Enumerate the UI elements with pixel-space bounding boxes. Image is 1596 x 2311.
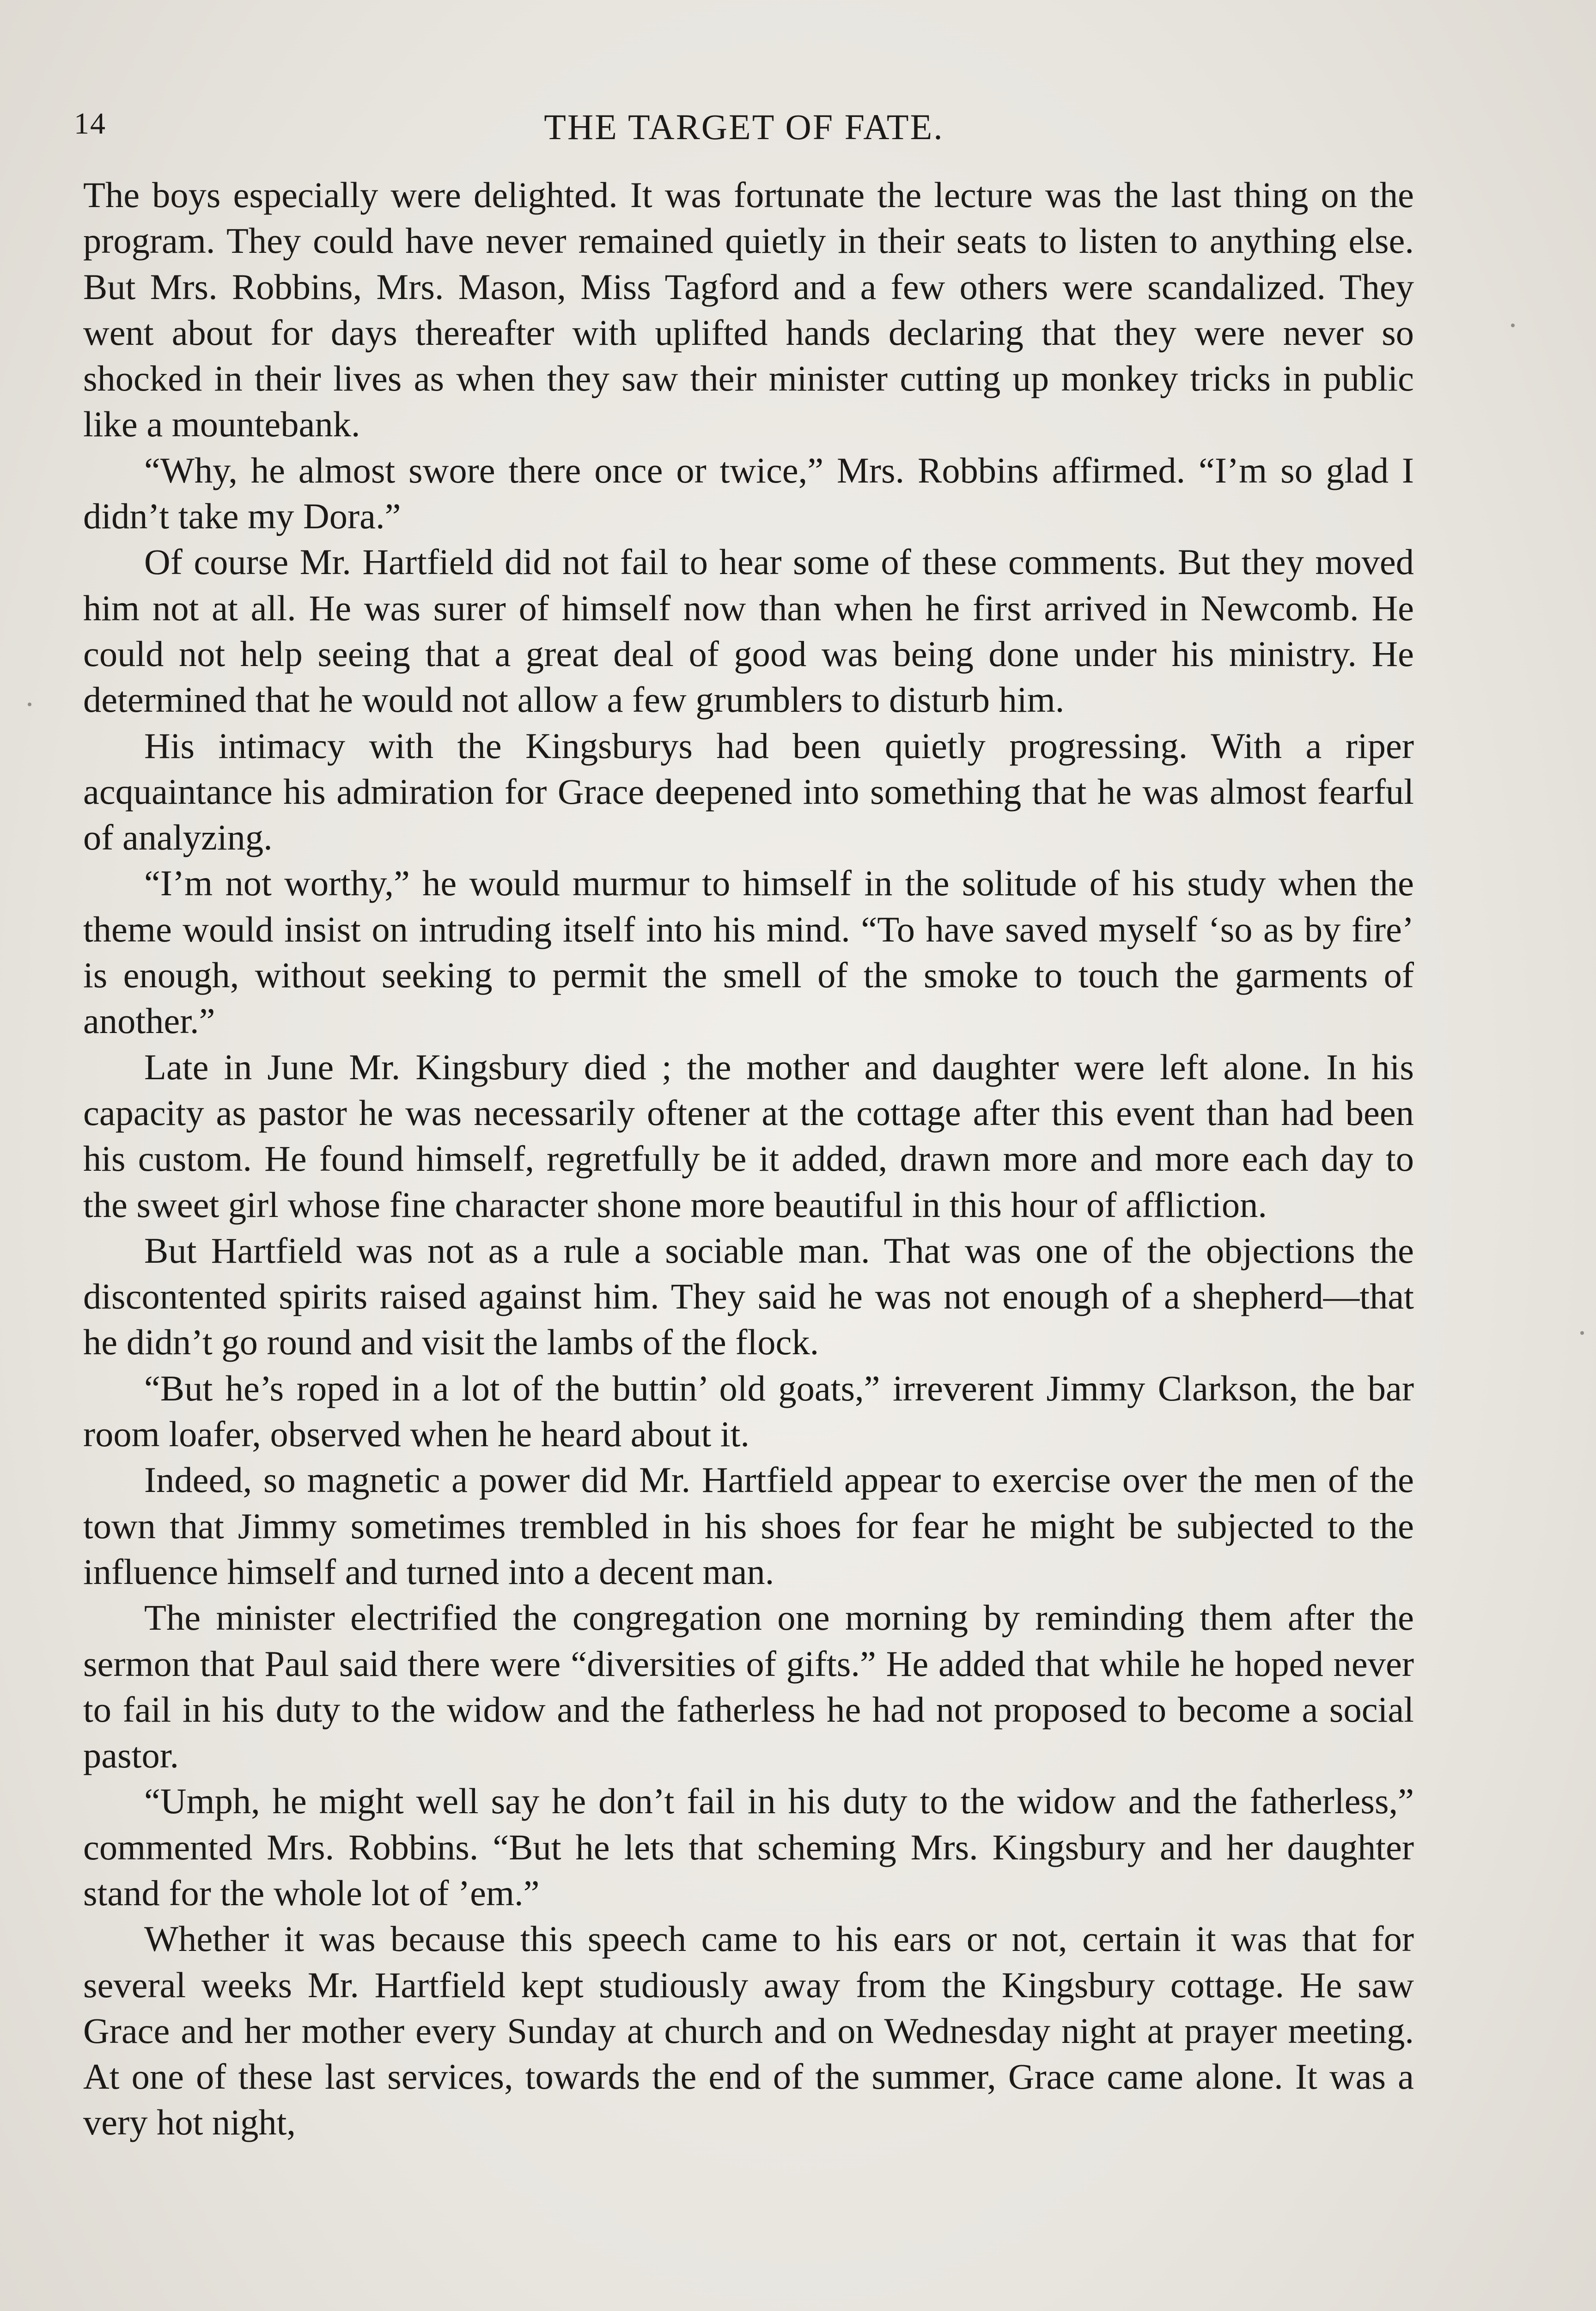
paragraph: The minister electrified the congregation one morning by reminding them after the sermon that Paul said there were “diversities of gifts.” He added that while he hoped never to fail in his duty to the widow and the fatherless he had not proposed to become a social pastor. xyxy=(83,1597,1414,1776)
paragraph: Indeed, so magnetic a power did Mr. Hartfield appear to exercise over the men of the town that Jimmy sometimes trembled in his shoes for fear he might be subjected to the influence himself and turned into a decent man. xyxy=(83,1460,1414,1592)
scan-speck xyxy=(28,703,31,706)
paragraph: “But he’s roped in a lot of the buttin’ old goats,” irreverent Jimmy Clarkson, the bar room loafer, observed when he heard about it. xyxy=(83,1368,1414,1455)
body-text xyxy=(83,172,1414,2146)
paragraph: “Why, he almost swore there once or twice,” Mrs. Robbins affirmed. “I’m so glad I didn’t take my Dora.” xyxy=(83,450,1414,537)
paragraph: But Hartfield was not as a rule a sociable man. That was one of the objections the discontented spirits raised against him. They said he was not enough of a shepherd—that he didn’t go round and visit the lambs of the flock. xyxy=(83,1230,1414,1363)
scan-speck xyxy=(1511,324,1515,327)
paragraph: Whether it was because this speech came to his ears or not, certain it was that for several weeks Mr. Hartfield kept studiously away from the Kingsbury cottage. He saw Grace and her mother every Sunday at church and on Wednesday night at prayer meeting. At one of these last services, towards the end of the summer, Grace came alone. It was a very hot night, xyxy=(83,1919,1414,2143)
page-number: 14 xyxy=(74,107,106,141)
paragraph: Late in June Mr. Kingsbury died ; the mother and daughter were left alone. In his capacity as pastor he was necessarily oftener at the cottage after this event than had been his custom. He found himself, regretfully be it added, drawn more and more each day to the sweet girl whose fine character shone more beautiful in this hour of affliction. xyxy=(83,1046,1414,1225)
scan-speck xyxy=(1580,1331,1584,1335)
paragraph: Of course Mr. Hartfield did not fail to hear some of these comments. But they moved him not at all. He was surer of himself now than when he first arrived in Newcomb. He could not help seeing that a great deal of good was being done under his ministry. He determined that he would not allow a few grumblers to disturb him. xyxy=(83,542,1414,720)
paragraph: The boys especially were delighted. It was fortunate the lecture was the last thing on the program. They could have never remained quietly in their seats to listen to anything else. But Mrs. Robbins, Mrs. Mason, Miss Tagford and a few others were scandalized. They went about for days thereafter with uplifted hands declaring that they were never so shocked in their lives as when they saw their minister cutting up monkey tricks in public like a mountebank. xyxy=(83,175,1414,445)
page-header xyxy=(74,98,1414,149)
running-title: THE TARGET OF FATE. xyxy=(544,107,944,147)
paragraph: His intimacy with the Kingsburys had been quietly progressing. With a riper acquaintance his admiration for Grace deepened into something that he was almost fearful of analyzing. xyxy=(83,725,1414,858)
paragraph: “I’m not worthy,” he would murmur to himself in the solitude of his study when the theme would insist on intruding itself into his mind. “To have saved myself ‘so as by fire’ is enough, without seeking to permit the smell of the smoke to touch the garments of another.” xyxy=(83,863,1414,1041)
paragraph: “Umph, he might well say he don’t fail in his duty to the widow and the fatherless,” commented Mrs. Robbins. “But he lets that scheming Mrs. Kingsbury and her daughter stand for the whole lot of ’em.” xyxy=(83,1781,1414,1913)
